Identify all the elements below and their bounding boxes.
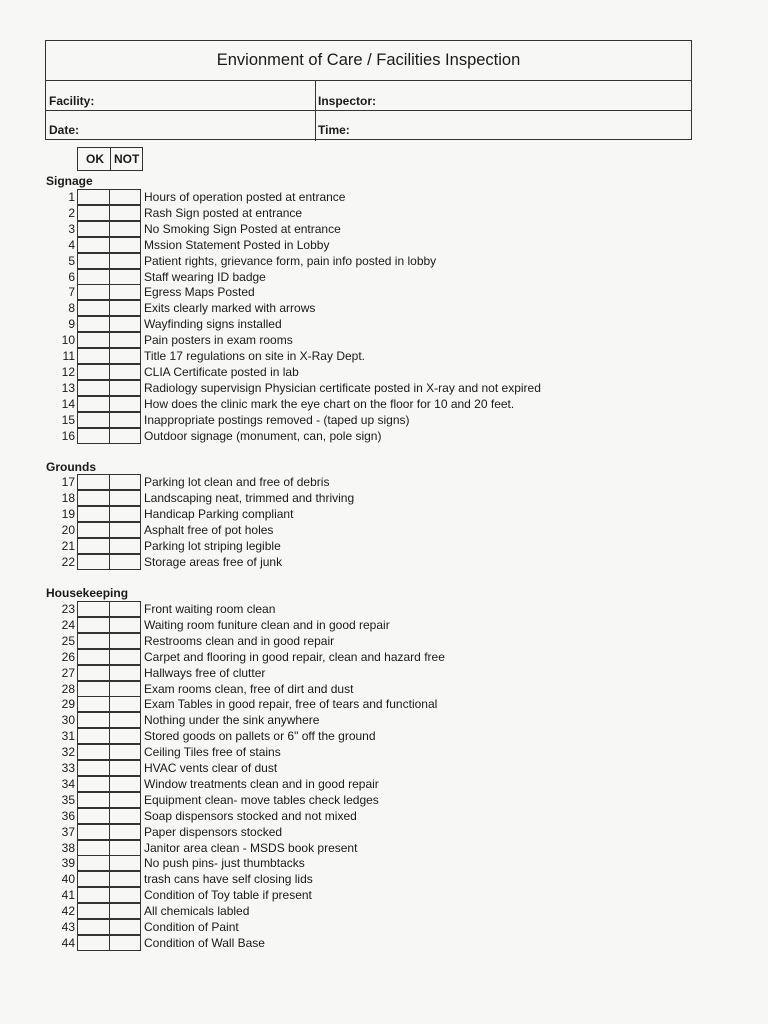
- not-checkbox[interactable]: [109, 887, 141, 903]
- item-number: 1: [68, 190, 75, 204]
- ok-checkbox[interactable]: [77, 412, 110, 428]
- item-number: 2: [68, 205, 75, 220]
- checklist-row: [45, 649, 605, 665]
- checklist-row: [45, 364, 605, 380]
- item-number: 12: [61, 364, 75, 379]
- item-text: Storage areas free of junk: [144, 554, 283, 569]
- checklist-row: [45, 428, 605, 444]
- item-text: Mssion Statement Posted in Lobby: [144, 237, 330, 252]
- ok-checkbox[interactable]: [77, 474, 110, 490]
- ok-checkbox[interactable]: [77, 681, 110, 697]
- item-text: Outdoor signage (monument, can, pole sign): [144, 428, 382, 443]
- ok-checkbox[interactable]: [77, 522, 110, 538]
- not-checkbox[interactable]: [109, 522, 141, 538]
- item-number: 6: [68, 269, 75, 284]
- item-number: 37: [61, 824, 75, 839]
- ok-checkbox[interactable]: [77, 332, 110, 348]
- item-text: Staff wearing ID badge: [144, 269, 266, 284]
- item-text: Exits clearly marked with arrows: [144, 301, 316, 316]
- ok-checkbox[interactable]: [77, 776, 110, 792]
- item-number: 30: [61, 713, 75, 728]
- item-number: 35: [61, 792, 75, 807]
- item-text: Window treatments clean and in good repair: [144, 776, 379, 791]
- item-text: Hallways free of clutter: [144, 665, 266, 680]
- checklist-row: [45, 269, 605, 285]
- not-checkbox[interactable]: [109, 824, 141, 840]
- not-checkbox[interactable]: [109, 428, 141, 444]
- item-number: 16: [61, 428, 75, 443]
- not-checkbox[interactable]: [109, 380, 141, 396]
- not-checkbox[interactable]: [109, 253, 141, 269]
- item-number: 11: [62, 349, 75, 363]
- not-checkbox[interactable]: [109, 205, 141, 221]
- column-headers: [77, 147, 143, 171]
- inspector-label: Inspector:: [318, 94, 377, 108]
- item-text: Condition of Wall Base: [144, 935, 265, 950]
- checklist-row: [45, 316, 605, 332]
- not-checkbox[interactable]: [109, 871, 141, 887]
- checklist-row: [45, 808, 605, 824]
- ok-checkbox[interactable]: [77, 396, 110, 412]
- item-number: 15: [61, 412, 75, 427]
- checklist-row: [45, 205, 605, 221]
- not-checkbox[interactable]: [109, 554, 141, 570]
- date-cell[interactable]: [46, 111, 316, 141]
- item-text: Handicap Parking compliant: [144, 506, 294, 521]
- checklist-row: [45, 253, 605, 269]
- checklist-row: [45, 300, 605, 316]
- ok-checkbox[interactable]: [77, 744, 110, 760]
- not-checkbox[interactable]: [109, 300, 141, 316]
- ok-checkbox[interactable]: [77, 824, 110, 840]
- checklist-row: [45, 490, 605, 506]
- checklist-row: [45, 284, 605, 300]
- checklist-row: [45, 935, 605, 951]
- checklist-row: [45, 522, 605, 538]
- not-checkbox[interactable]: [109, 903, 141, 919]
- not-checkbox[interactable]: [109, 316, 141, 332]
- not-checkbox[interactable]: [109, 665, 141, 681]
- item-number: 14: [61, 396, 75, 411]
- item-number: 19: [61, 506, 75, 521]
- not-checkbox[interactable]: [109, 792, 141, 808]
- item-number: 8: [68, 301, 75, 316]
- item-text: Carpet and flooring in good repair, clean and hazard free: [144, 649, 445, 664]
- ok-checkbox[interactable]: [77, 935, 110, 951]
- not-checkbox[interactable]: [109, 474, 141, 490]
- item-text: Parking lot clean and free of debris: [144, 475, 330, 489]
- ok-checkbox[interactable]: [77, 506, 110, 522]
- item-number: 27: [61, 665, 75, 680]
- ok-checkbox[interactable]: [77, 712, 110, 728]
- ok-checkbox[interactable]: [77, 253, 110, 269]
- time-label: Time:: [318, 123, 350, 137]
- ok-checkbox[interactable]: [77, 617, 110, 633]
- item-text: Stored goods on pallets or 6" off the ground: [144, 729, 376, 744]
- not-checkbox[interactable]: [109, 332, 141, 348]
- ok-column-header: OK: [86, 152, 104, 166]
- not-checkbox[interactable]: [109, 855, 141, 871]
- item-text: Condition of Paint: [144, 920, 239, 934]
- checklist-row: [45, 396, 605, 412]
- ok-checkbox[interactable]: [77, 633, 110, 649]
- item-text: Janitor area clean - MSDS book present: [144, 840, 358, 855]
- item-text: Ceiling Tiles free of stains: [144, 745, 281, 760]
- item-text: trash cans have self closing lids: [144, 872, 313, 887]
- section-title: Signage: [46, 174, 93, 188]
- checklist-row: [45, 332, 605, 348]
- ok-checkbox[interactable]: [77, 887, 110, 903]
- item-number: 17: [61, 475, 75, 489]
- not-checkbox[interactable]: [109, 728, 141, 744]
- item-text: Paper dispensors stocked: [144, 824, 283, 839]
- item-number: 23: [61, 602, 75, 616]
- not-checkbox[interactable]: [109, 633, 141, 649]
- not-checkbox[interactable]: [109, 681, 141, 697]
- not-checkbox[interactable]: [109, 919, 141, 935]
- item-text: Wayfinding signs installed: [144, 317, 282, 332]
- checklist-row: [45, 712, 605, 728]
- checklist-row: [45, 506, 605, 522]
- ok-checkbox[interactable]: [77, 284, 110, 300]
- ok-checkbox[interactable]: [77, 649, 110, 665]
- item-number: 3: [68, 221, 75, 236]
- ok-checkbox[interactable]: [77, 665, 110, 681]
- item-text: CLIA Certificate posted in lab: [144, 364, 299, 379]
- checklist-row: [45, 189, 605, 205]
- item-number: 18: [61, 490, 75, 505]
- item-number: 40: [61, 872, 75, 887]
- item-number: 7: [68, 285, 75, 300]
- item-number: 10: [61, 333, 75, 348]
- ok-checkbox[interactable]: [77, 760, 110, 776]
- checklist-row: [45, 840, 605, 856]
- item-text: No push pins- just thumbtacks: [144, 856, 305, 871]
- item-number: 13: [61, 380, 75, 395]
- date-label: Date:: [49, 123, 80, 137]
- item-text: Front waiting room clean: [144, 602, 276, 616]
- checklist-row: [45, 380, 605, 396]
- ok-checkbox[interactable]: [77, 205, 110, 221]
- not-checkbox[interactable]: [109, 617, 141, 633]
- item-text: Exam Tables in good repair, free of tears and functional: [144, 697, 438, 712]
- item-text: Equipment clean- move tables check ledges: [144, 792, 379, 807]
- checklist-row: [45, 871, 605, 887]
- not-checkbox[interactable]: [109, 696, 141, 712]
- item-number: 38: [61, 840, 75, 855]
- item-text: Inappropriate postings removed - (taped up signs): [144, 412, 410, 427]
- checklist-row: [45, 903, 605, 919]
- facility-cell[interactable]: [46, 80, 316, 110]
- column-divider: [110, 148, 111, 170]
- item-text: How does the clinic mark the eye chart on the floor for 10 and 20 feet.: [144, 396, 515, 411]
- item-number: 5: [68, 253, 75, 268]
- item-number: 29: [61, 697, 75, 712]
- ok-checkbox[interactable]: [77, 601, 110, 617]
- not-column-header: NOT: [114, 152, 140, 166]
- ok-checkbox[interactable]: [77, 237, 110, 253]
- ok-checkbox[interactable]: [77, 538, 110, 554]
- item-text: Exam rooms clean, free of dirt and dust: [144, 681, 354, 696]
- item-number: 31: [61, 729, 75, 744]
- not-checkbox[interactable]: [109, 935, 141, 951]
- checklist-row: [45, 221, 605, 237]
- checklist-row: [45, 237, 605, 253]
- ok-checkbox[interactable]: [77, 380, 110, 396]
- item-text: Waiting room funiture clean and in good repair: [144, 617, 390, 632]
- item-text: Soap dispensors stocked and not mixed: [144, 808, 357, 823]
- item-number: 4: [68, 237, 75, 252]
- not-checkbox[interactable]: [109, 712, 141, 728]
- item-number: 44: [61, 935, 75, 950]
- header-row-date: [46, 111, 691, 141]
- item-number: 21: [61, 538, 75, 553]
- item-text: Parking lot striping legible: [144, 538, 281, 553]
- section-title: Housekeeping: [46, 586, 129, 600]
- ok-checkbox[interactable]: [77, 316, 110, 332]
- checklist-row: [45, 633, 605, 649]
- item-text: Nothing under the sink anywhere: [144, 713, 320, 728]
- checklist-row: [45, 538, 605, 554]
- not-checkbox[interactable]: [109, 396, 141, 412]
- item-number: 43: [61, 920, 75, 934]
- ok-checkbox[interactable]: [77, 428, 110, 444]
- item-number: 42: [61, 904, 75, 919]
- item-text: HVAC vents clear of dust: [144, 761, 278, 775]
- not-checkbox[interactable]: [109, 269, 141, 285]
- checklist-row: [45, 776, 605, 792]
- not-checkbox[interactable]: [109, 776, 141, 792]
- header-row-facility: [46, 80, 691, 111]
- checklist-row: [45, 665, 605, 681]
- checklist-row: [45, 744, 605, 760]
- not-checkbox[interactable]: [109, 364, 141, 380]
- not-checkbox[interactable]: [109, 649, 141, 665]
- item-text: Pain posters in exam rooms: [144, 333, 293, 348]
- ok-checkbox[interactable]: [77, 221, 110, 237]
- not-checkbox[interactable]: [109, 348, 141, 364]
- not-checkbox[interactable]: [109, 760, 141, 776]
- not-checkbox[interactable]: [109, 506, 141, 522]
- item-number: 24: [61, 617, 75, 632]
- item-number: 9: [68, 317, 75, 332]
- checklist-row: [45, 617, 605, 633]
- ok-checkbox[interactable]: [77, 348, 110, 364]
- checklist-row: [45, 919, 605, 935]
- not-checkbox[interactable]: [109, 284, 141, 300]
- ok-checkbox[interactable]: [77, 364, 110, 380]
- item-text: Restrooms clean and in good repair: [144, 633, 335, 648]
- item-text: Radiology supervisign Physician certificate posted in X-ray and not expired: [144, 380, 541, 395]
- ok-checkbox[interactable]: [77, 269, 110, 285]
- item-text: Landscaping neat, trimmed and thriving: [144, 490, 355, 505]
- ok-checkbox[interactable]: [77, 840, 110, 856]
- checklist-row: [45, 760, 605, 776]
- ok-checkbox[interactable]: [77, 189, 110, 205]
- item-number: 41: [61, 888, 75, 903]
- checklist-row: [45, 887, 605, 903]
- checklist-row: [45, 412, 605, 428]
- checklist-row: [45, 681, 605, 697]
- not-checkbox[interactable]: [109, 808, 141, 824]
- not-checkbox[interactable]: [109, 744, 141, 760]
- ok-checkbox[interactable]: [77, 855, 110, 871]
- form-title: Envionment of Care / Facilities Inspection: [46, 41, 691, 81]
- checklist-row: [45, 696, 605, 712]
- section-title: Grounds: [46, 460, 96, 474]
- item-text: Rash Sign posted at entrance: [144, 205, 303, 220]
- item-text: Title 17 regulations on site in X-Ray Dept.: [144, 349, 365, 363]
- ok-checkbox[interactable]: [77, 871, 110, 887]
- facility-label: Facility:: [49, 94, 95, 108]
- ok-checkbox[interactable]: [77, 919, 110, 935]
- ok-checkbox[interactable]: [77, 554, 110, 570]
- inspection-header: [45, 40, 692, 140]
- item-number: 32: [61, 745, 75, 760]
- not-checkbox[interactable]: [109, 237, 141, 253]
- item-text: No Smoking Sign Posted at entrance: [144, 221, 341, 236]
- ok-checkbox[interactable]: [77, 696, 110, 712]
- item-number: 28: [61, 681, 75, 696]
- not-checkbox[interactable]: [109, 538, 141, 554]
- item-text: Asphalt free of pot holes: [144, 522, 274, 537]
- item-number: 33: [61, 761, 75, 775]
- item-text: Hours of operation posted at entrance: [144, 190, 346, 204]
- not-checkbox[interactable]: [109, 221, 141, 237]
- checklist-row: [45, 601, 605, 617]
- item-text: All chemicals labled: [144, 904, 250, 919]
- checklist-row: [45, 824, 605, 840]
- not-checkbox[interactable]: [109, 490, 141, 506]
- checklist-row: [45, 728, 605, 744]
- item-text: Egress Maps Posted: [144, 285, 255, 300]
- item-number: 34: [61, 776, 75, 791]
- item-number: 26: [61, 649, 75, 664]
- checklist-row: [45, 554, 605, 570]
- ok-checkbox[interactable]: [77, 808, 110, 824]
- checklist-row: [45, 855, 605, 871]
- item-text: Patient rights, grievance form, pain info posted in lobby: [144, 253, 437, 268]
- item-number: 22: [61, 554, 75, 569]
- ok-checkbox[interactable]: [77, 903, 110, 919]
- checklist-row: [45, 792, 605, 808]
- checklist-row: [45, 474, 605, 490]
- not-checkbox[interactable]: [109, 840, 141, 856]
- not-checkbox[interactable]: [109, 412, 141, 428]
- item-number: 20: [61, 522, 75, 537]
- ok-checkbox[interactable]: [77, 792, 110, 808]
- not-checkbox[interactable]: [109, 189, 141, 205]
- item-text: Condition of Toy table if present: [144, 888, 312, 903]
- ok-checkbox[interactable]: [77, 728, 110, 744]
- item-number: 36: [61, 808, 75, 823]
- ok-checkbox[interactable]: [77, 490, 110, 506]
- item-number: 25: [61, 633, 75, 648]
- item-number: 39: [61, 856, 75, 871]
- ok-checkbox[interactable]: [77, 300, 110, 316]
- not-checkbox[interactable]: [109, 601, 141, 617]
- checklist-row: [45, 348, 605, 364]
